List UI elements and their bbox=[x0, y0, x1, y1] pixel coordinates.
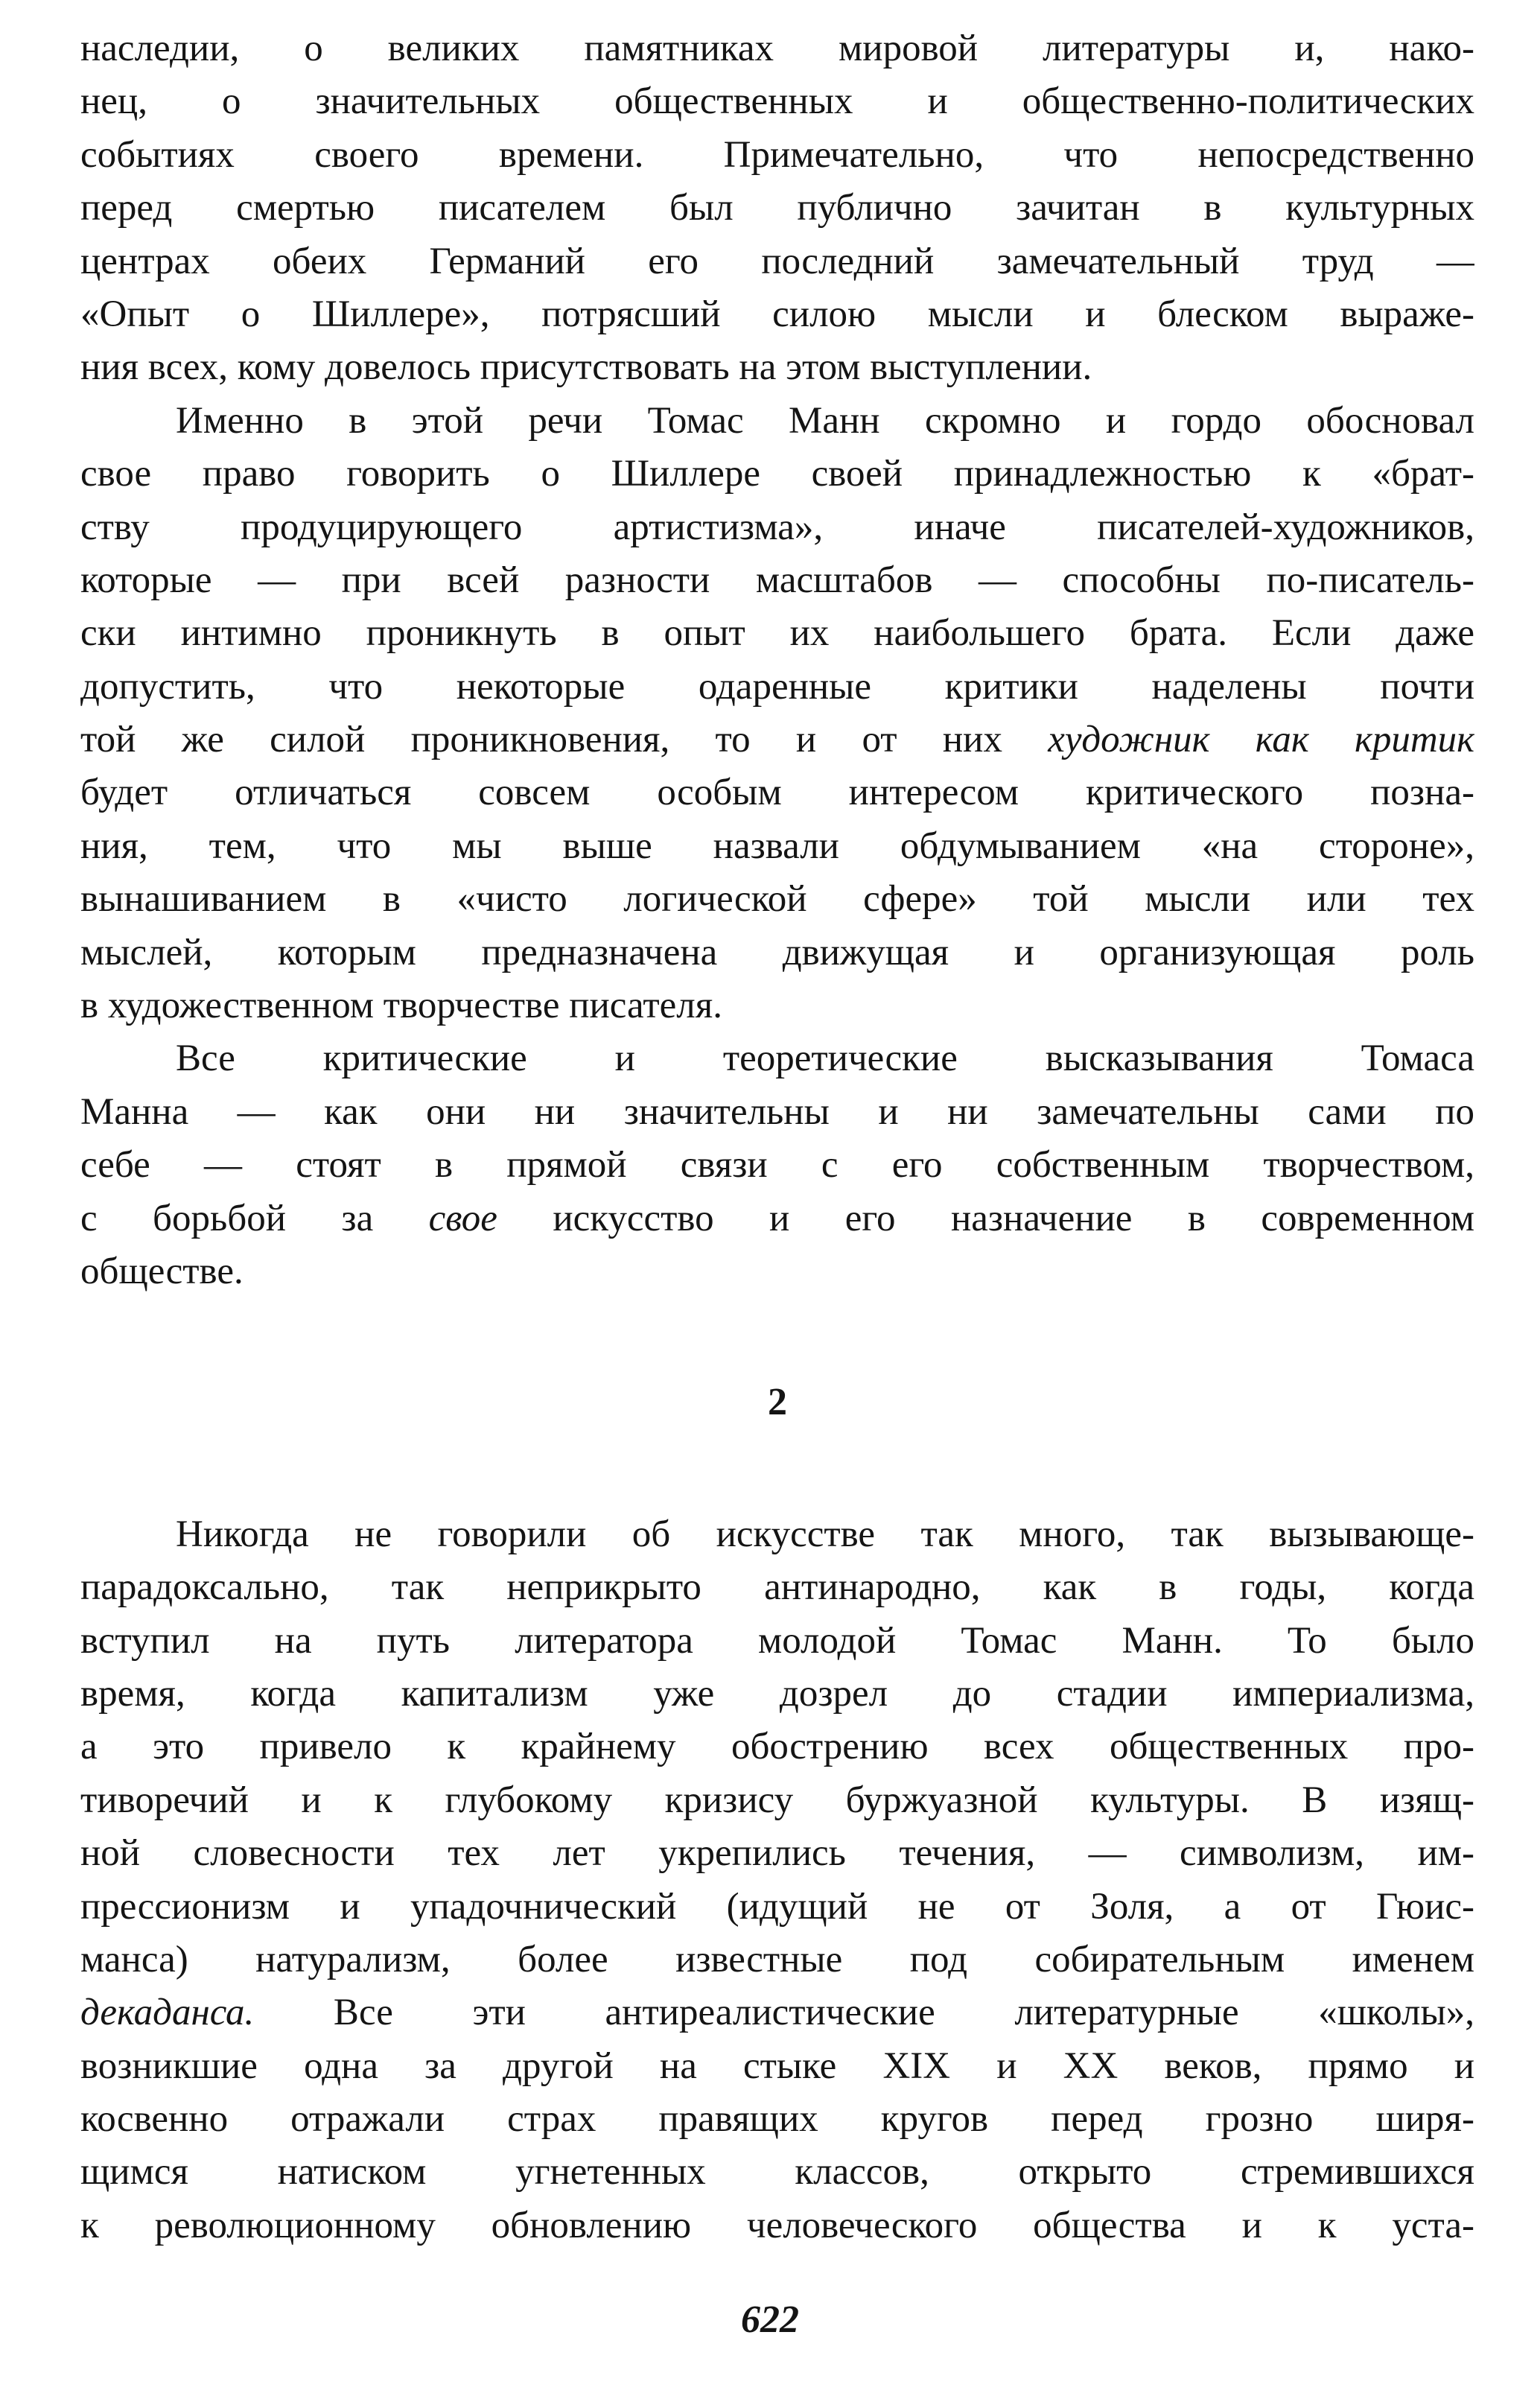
text-line bbox=[80, 714, 1474, 766]
text-line: в художественном творчестве писателя. bbox=[80, 985, 722, 1027]
text-line: косвенно отражали страх правящих кругов перед грозно ширя- bbox=[80, 2098, 1474, 2141]
text-line: к революционному обновлению человеческого общества и к уста- bbox=[80, 2204, 1474, 2246]
page-number: 622 bbox=[741, 2298, 799, 2341]
text-line: наследии, о великих памятниках мировой литературы и, нако- bbox=[80, 28, 1474, 69]
paragraph bbox=[80, 1508, 1474, 2252]
text-line: щимся натиском угнетенных классов, открыто стремившихся bbox=[80, 2151, 1474, 2193]
text-line: парадоксально, так неприкрыто антинародно, как в годы, когда bbox=[80, 1566, 1474, 1609]
text-line: ски интимно проникнуть в опыт их наибольшего брата. Если даже bbox=[80, 612, 1474, 655]
text-line: событиях своего времени. Примечательно, что непосредственно bbox=[80, 133, 1474, 176]
text-line: Никогда не говорили об искусстве так много, так вызывающе- bbox=[176, 1513, 1474, 1555]
text-line: обществе. bbox=[80, 1250, 244, 1292]
text-line: «Опыт о Шиллере», потрясший силою мысли и блеском выраже- bbox=[80, 293, 1474, 335]
text-segment: с борьбой за bbox=[80, 1197, 374, 1239]
text-line: центрах обеих Германий его последний замечательный труд — bbox=[80, 240, 1474, 282]
paragraph bbox=[80, 22, 1474, 395]
text-line: время, когда капитализм уже дозрел до стадии империализма, bbox=[80, 1672, 1474, 1715]
text-line: допустить, что некоторые одаренные критики наделены почти bbox=[80, 665, 1474, 708]
text-line: ния всех, кому довелось присутствовать на этом выступлении. bbox=[80, 346, 1092, 389]
text-line: которые — при всей разности масштабов — способны по-писатель- bbox=[80, 559, 1474, 601]
italic-word: свое bbox=[428, 1197, 497, 1239]
text-line: тиворечий и к глубокому кризису буржуазной культуры. В изящ- bbox=[80, 1779, 1474, 1821]
text-line: будет отличаться совсем особым интересом критического позна- bbox=[80, 772, 1474, 814]
text-line: вынашиванием в «чисто логической сфере» той мысли или тех bbox=[80, 878, 1474, 921]
text-line: мыслей, которым предназначена движущая и организующая роль bbox=[80, 931, 1474, 973]
text-line bbox=[80, 1986, 1474, 2039]
text-line: прессионизм и упадочнический (идущий не от Золя, а от Гюис- bbox=[80, 1885, 1474, 1928]
text-line: ной словесности тех лет укрепились течения, — символизм, им- bbox=[80, 1832, 1474, 1875]
italic-phrase: художник как критик bbox=[1048, 719, 1474, 761]
text-line: ния, тем, что мы выше назвали обдумыванием «на стороне», bbox=[80, 825, 1474, 867]
italic-word: декаданса. bbox=[80, 1992, 255, 2034]
page-text bbox=[80, 22, 1474, 2252]
paragraph bbox=[80, 395, 1474, 1033]
section-number: 2 bbox=[768, 1381, 787, 1424]
text-line: ству продуцирующего артистизма», иначе писателей-художников, bbox=[80, 506, 1474, 548]
text-line: манса) натурализм, более известные под собирательным именем bbox=[80, 1938, 1474, 1980]
text-line: Именно в этой речи Томас Манн скромно и гордо обосновал bbox=[176, 399, 1474, 442]
text-segment: той же силой проникновения, то и от них bbox=[80, 719, 1002, 761]
text-segment: Все эти антиреалистические литературные «школы», bbox=[333, 1992, 1474, 2034]
text-line: а это привело к крайнему обострению всех общественных про- bbox=[80, 1726, 1474, 1768]
paragraph bbox=[80, 1032, 1474, 1298]
text-line: перед смертью писателем был публично зачитан в культурных bbox=[80, 187, 1474, 229]
text-line bbox=[80, 1192, 1474, 1245]
text-line: свое право говорить о Шиллере своей принадлежностью к «брат- bbox=[80, 453, 1474, 495]
text-line: вступил на путь литератора молодой Томас Манн. То было bbox=[80, 1619, 1474, 1662]
text-line: себе — стоят в прямой связи с его собственным творчеством, bbox=[80, 1144, 1474, 1186]
text-line: нец, о значительных общественных и общественно-политических bbox=[80, 80, 1474, 123]
text-line: возникшие одна за другой на стыке XIX и XX веков, прямо и bbox=[80, 2045, 1474, 2087]
text-line: Все критические и теоретические высказывания Томаса bbox=[176, 1038, 1474, 1080]
text-segment: искусство и его назначение в современном bbox=[553, 1197, 1474, 1239]
text-line: Манна — как они ни значительны и ни замечательны сами по bbox=[80, 1090, 1474, 1133]
